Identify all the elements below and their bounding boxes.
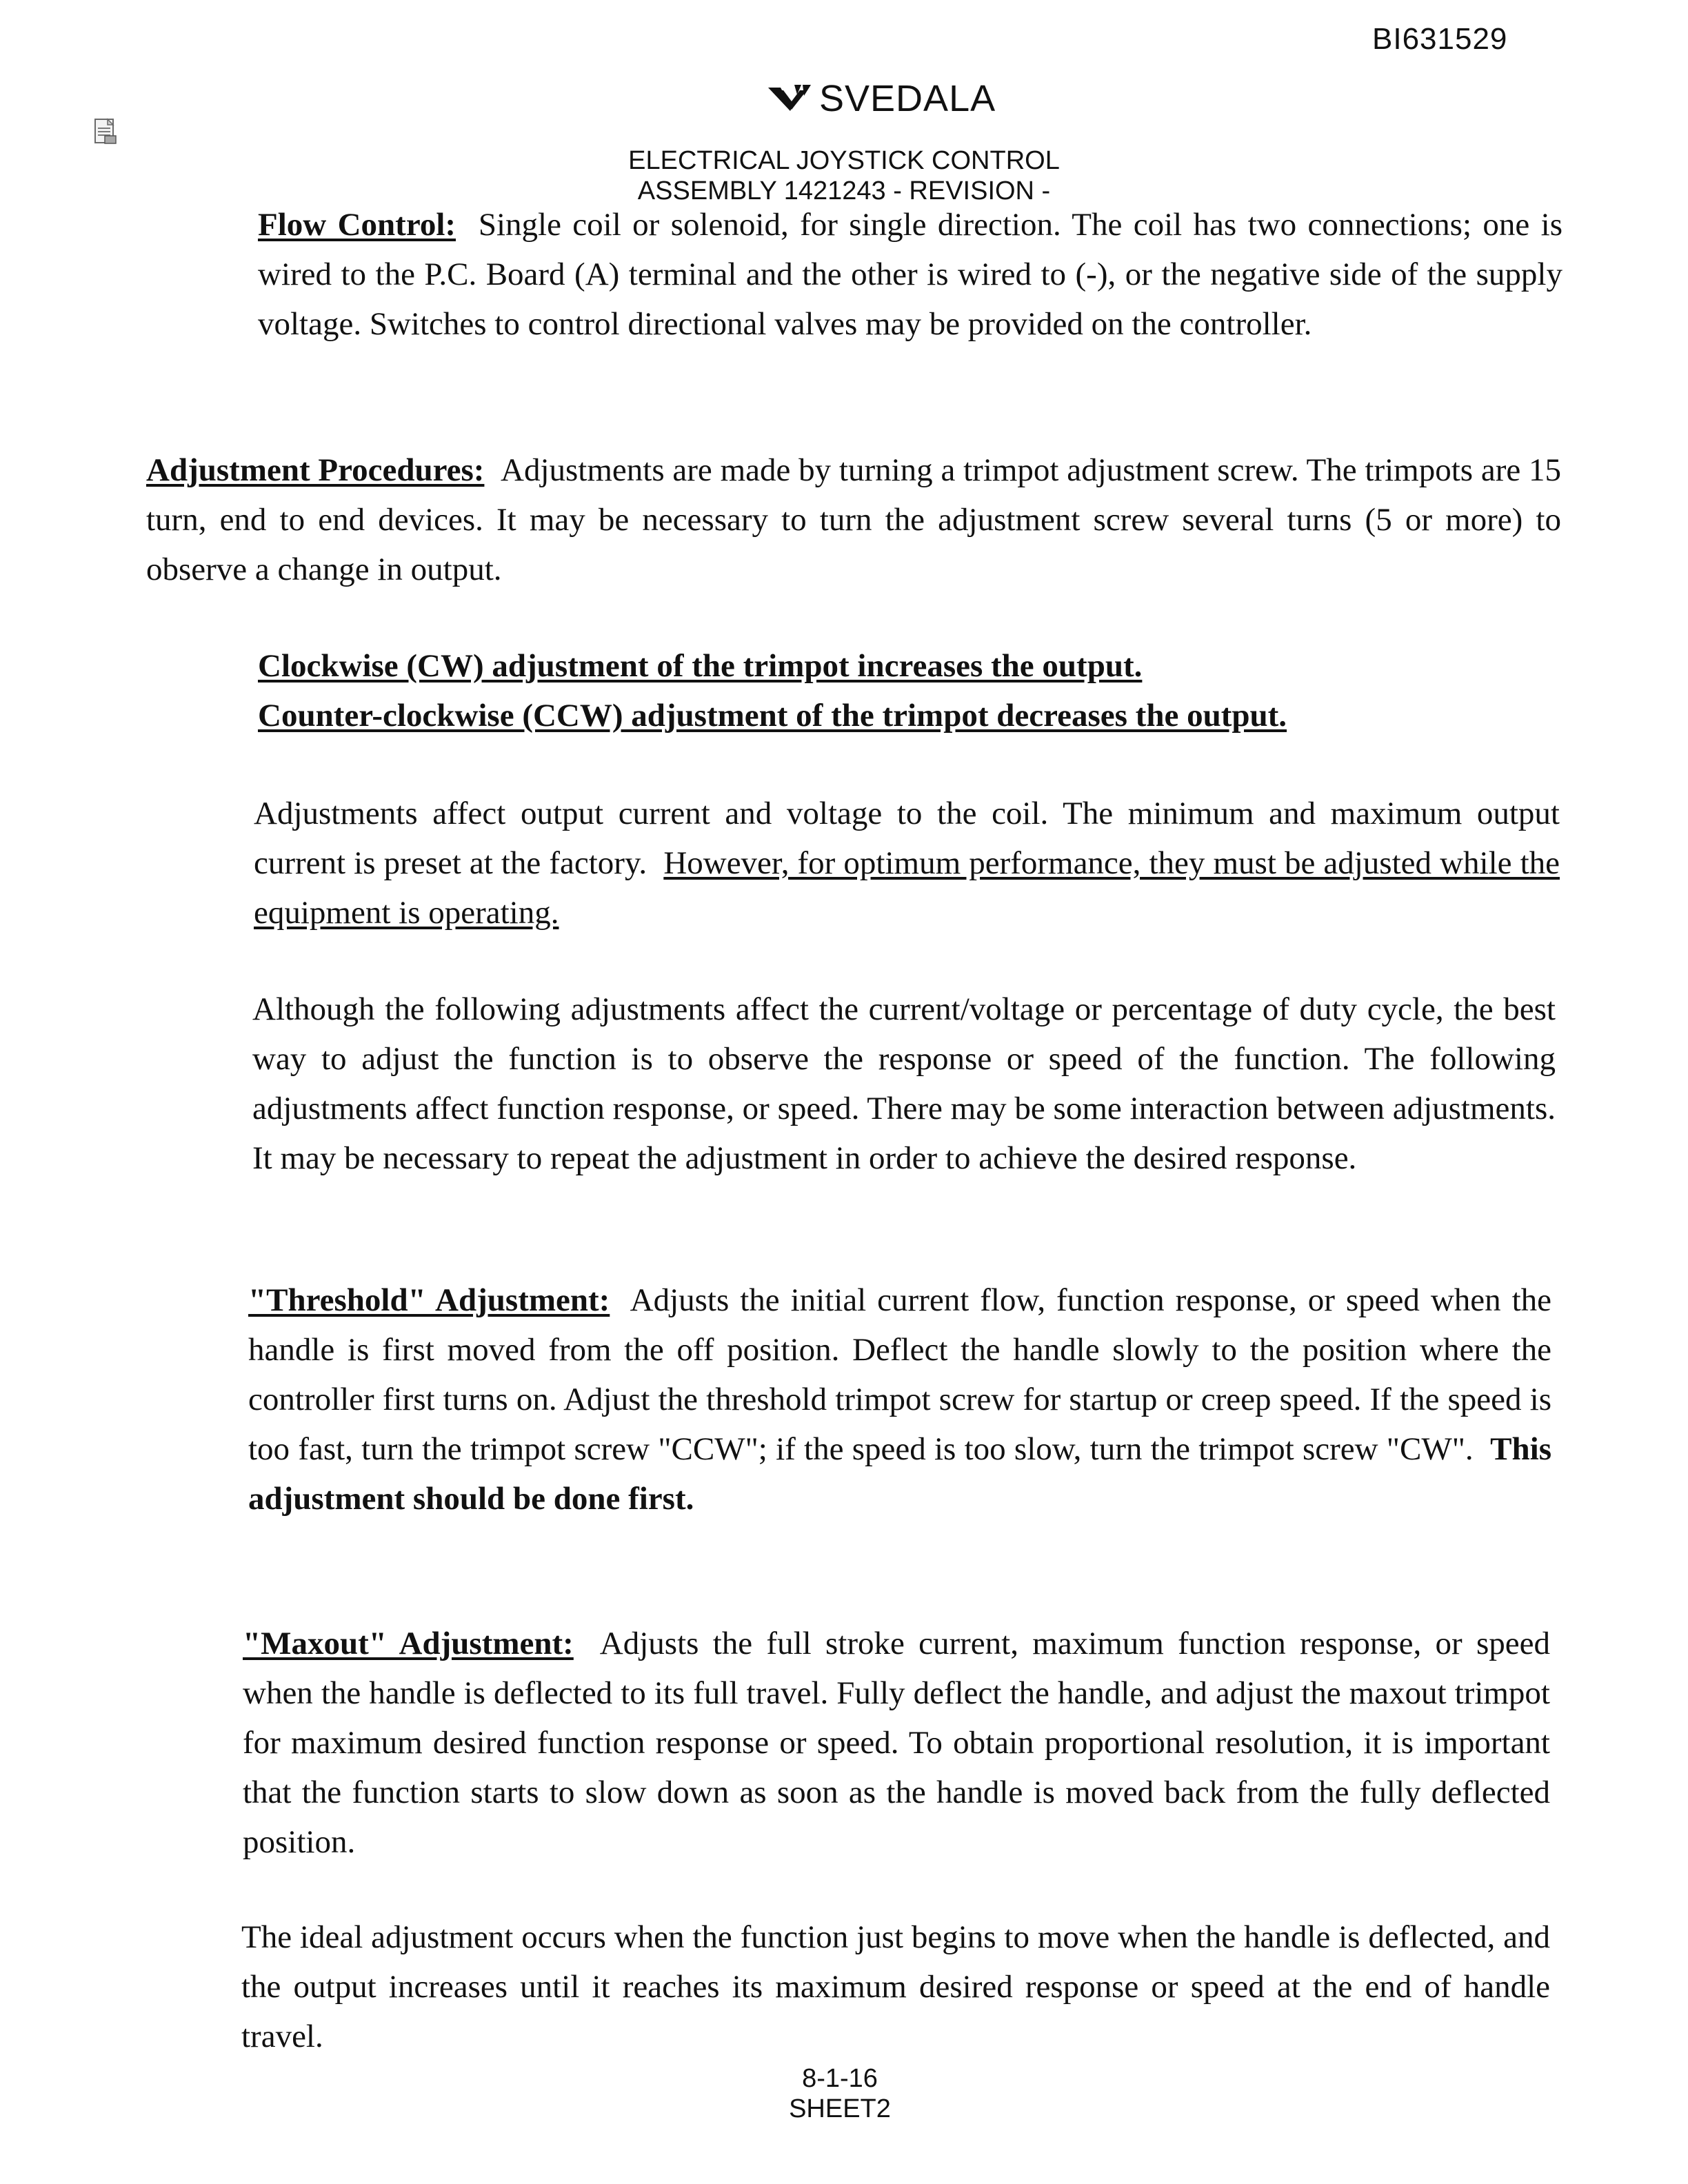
threshold-adjustment-text: Adjusts the initial current flow, function response, or speed when the handle is first moved from the off position. Deflect the handle slowly to the position where the controller first turns on. Adjust the threshold trimpot screw for startup or creep speed. If the speed is too fast, turn the trimpot screw "CCW"; if the speed is too slow, turn the trimpot screw "CW".: [248, 1282, 1551, 1467]
document-number: BI631529: [1372, 22, 1508, 56]
output-affect-paragraph: [254, 789, 1560, 938]
adjustment-procedures-text: Adjustments are made by turning a trimpot adjustment screw. The trimpots are 15 turn, end to end devices. It may be necessary to turn the adjustment screw several turns (5 or more) to observe a change in output.: [146, 452, 1562, 587]
maxout-adjustment-label: "Maxout" Adjustment:: [243, 1626, 574, 1661]
clockwise-note: Clockwise (CW) adjustment of the trimpot increases the output.: [258, 648, 1143, 684]
flow-control-paragraph: [258, 200, 1563, 349]
adjustment-procedures-label: Adjustment Procedures:: [146, 452, 485, 488]
document-icon[interactable]: [91, 117, 120, 146]
maxout-adjustment-text: Adjusts the full stroke current, maximum function response, or speed when the handle is deflected to its full travel. Fully deflect the handle, and adjust the maxout trimpot for maximum desired function response or speed. To obtain proportional resolution, it is important that the function starts to slow down as soon as the handle is moved back from the fully deflected position.: [243, 1626, 1550, 1860]
following-adjustments-paragraph: Although the following adjustments affect the current/voltage or percentage of duty cycle, the best way to adjust the function is to observe the response or speed of the function. The following adjustments affect function response, or speed. There may be some interaction between adjustments. It may be necessary to repeat the adjustment in order to achieve the desired response.: [252, 991, 1556, 1176]
threshold-adjustment-label: "Threshold" Adjustment:: [248, 1282, 610, 1318]
svedala-logo-icon: [764, 78, 819, 119]
output-affect-underlined: However, for optimum performance, they must be adjusted while the equipment is operating.: [254, 845, 1560, 931]
threshold-adjustment-paragraph: [248, 1275, 1551, 1524]
flow-control-label: Flow Control:: [258, 207, 456, 243]
ideal-adjustment-paragraph: The ideal adjustment occurs when the function just begins to move when the handle is deflected, and the output increases until it reaches its maximum desired response or speed at the end of handle travel.: [241, 1919, 1550, 2054]
trimpot-direction-notes: [258, 641, 1499, 740]
document-title-line-1: ELECTRICAL JOYSTICK CONTROL: [628, 146, 1060, 175]
counter-clockwise-note: Counter-clockwise (CCW) adjustment of the trimpot decreases the output.: [258, 698, 1287, 734]
footer-sheet: SHEET2: [789, 2094, 891, 2123]
company-logo: [764, 74, 996, 123]
threshold-adjustment-note: This adjustment should be done first.: [248, 1431, 1551, 1517]
document-title-line-2: ASSEMBLY 1421243 - REVISION -: [637, 176, 1051, 205]
flow-control-text: Single coil or solenoid, for single direction. The coil has two connections; one is wired to the P.C. Board (A) terminal and the other is wired to (-), or the negative side of the supply voltage. Switches to control directional valves may be provided on the controller.: [258, 207, 1563, 342]
maxout-adjustment-paragraph: [243, 1619, 1550, 1867]
output-affect-text: Adjustments affect output current and voltage to the coil. The minimum and maximum output current is preset at the factory.: [254, 796, 1560, 881]
footer-date: 8-1-16: [802, 2064, 878, 2093]
adjustment-procedures-paragraph: [146, 445, 1561, 594]
logo-wordmark: SVEDALA: [819, 78, 996, 119]
